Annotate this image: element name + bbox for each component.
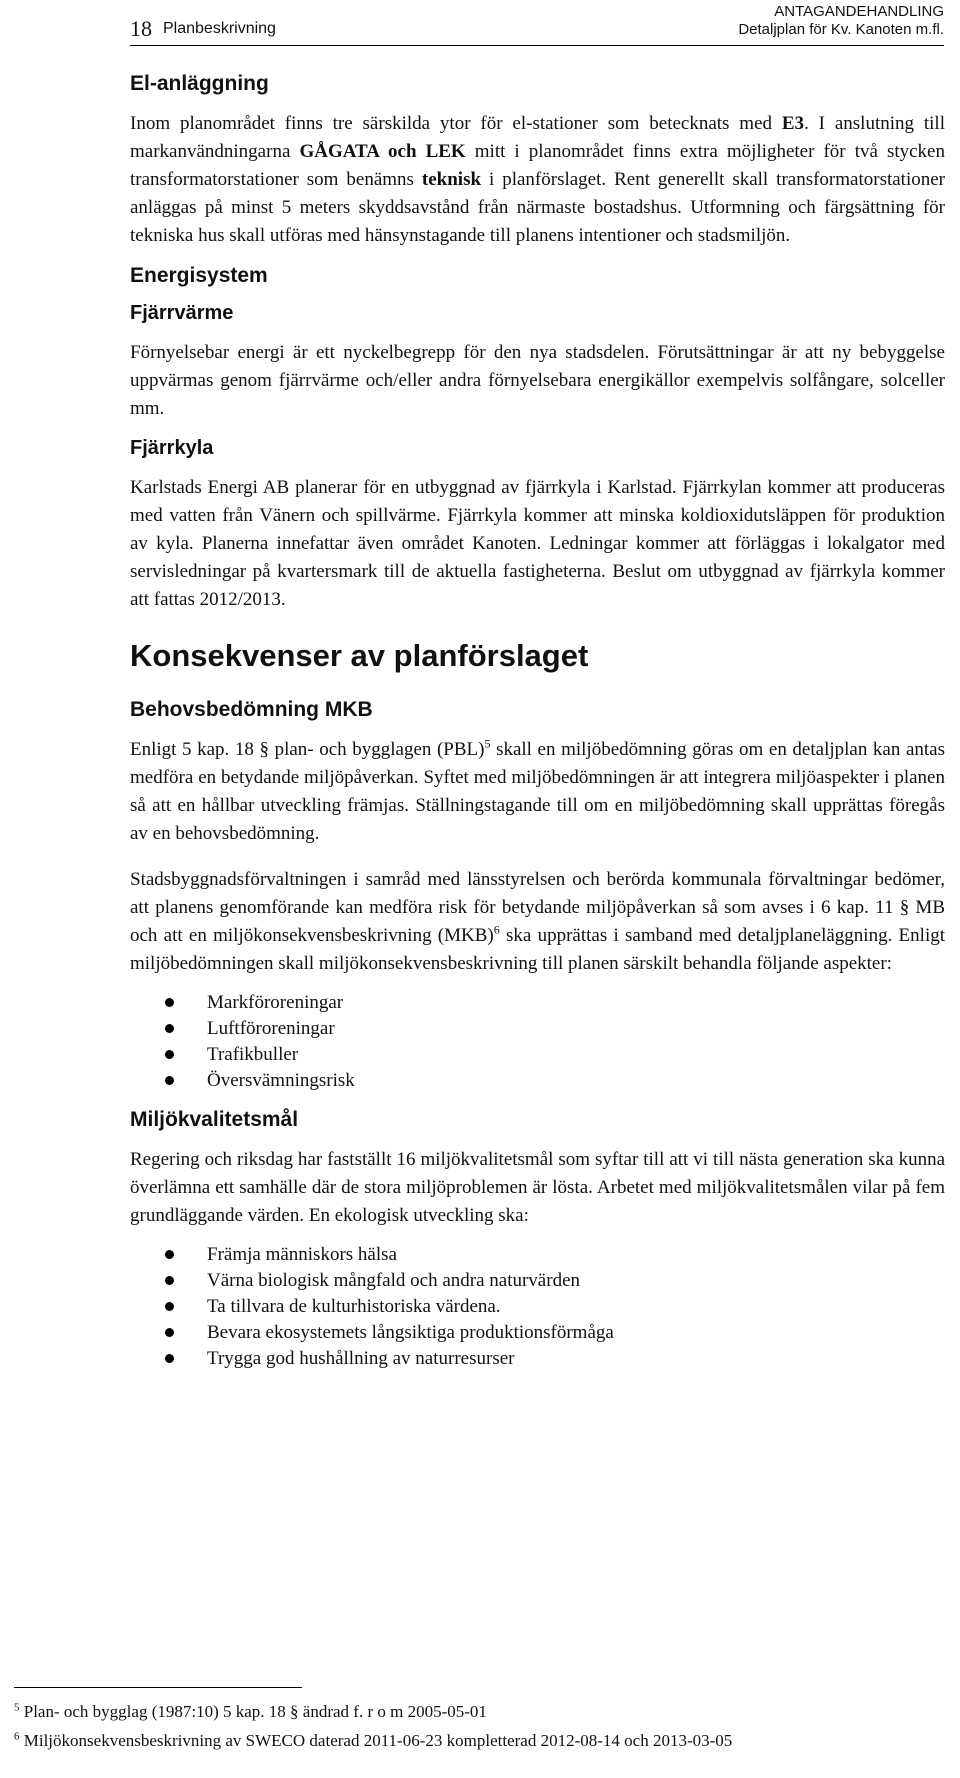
footnote-5: $^5$ Plan- och bygglag (1987:10) 5 kap. 18 § ändrad f. r o m 2005-05-01 — [14, 1701, 487, 1721]
list-item: Värna biologisk mångfald och andra naturvärden — [130, 1268, 945, 1294]
paragraph-mkb-2: Stadsbyggnadsförvaltningen i samråd med länsstyrelsen och berörda kommunala förvaltningar bedömer, att planens genomförande kan medföra risk för betydande miljöpåverkan så som avses i 6 kap. 11 § MB och att en miljökonsekvensbeskrivning (MKB)$^6$ ska upprättas i samband med detaljplaneläggning. Enligt miljöbedömningen skall miljökonsekvensbeskrivning till planen särskilt behandla följande aspekter: — [130, 869, 945, 974]
goals-list — [130, 1242, 945, 1372]
page-header — [130, 0, 944, 46]
bullet-icon — [165, 1328, 174, 1337]
paragraph-fjarrvarme: Förnyelsebar energi är ett nyckelbegrepp för den nya stadsdelen. Förutsättningar är att ny bebyggelse uppvärmas genom fjärrvärme och/eller andra förnyelsebara energikällor exempelvis solfångare, solceller mm. — [130, 342, 945, 419]
list-item: Främja människors hälsa — [130, 1242, 945, 1268]
bullet-icon — [165, 1250, 174, 1259]
document-status: ANTAGANDEHANDLING — [774, 3, 944, 20]
bullet-icon — [165, 1024, 174, 1033]
list-item: Markföroreningar — [130, 990, 945, 1016]
list-item: Bevara ekosystemets långsiktiga produktionsförmåga — [130, 1320, 945, 1346]
bullet-icon — [165, 998, 174, 1007]
page-number: 18 — [130, 16, 152, 41]
list-item: Ta tillvara de kulturhistoriska värdena. — [130, 1294, 945, 1320]
footnote-separator — [14, 1687, 302, 1688]
list-item: Luftföroreningar — [130, 1016, 945, 1042]
bullet-icon — [165, 1302, 174, 1311]
paragraph-miljokvalitetsmal: Regering och riksdag har fastställt 16 miljökvalitetsmål som syftar till att vi till nästa generation ska kunna överlämna ett samhälle där de stora miljöproblemen är lösta. Arbetet med miljökvalitetsmålen vilar på fem grundläggande värden. En ekologisk utveckling ska: — [130, 1149, 945, 1226]
heading-konsekvenser: Konsekvenser av planförslaget — [130, 638, 589, 673]
list-item: Översvämningsrisk — [130, 1068, 945, 1094]
document-title: Detaljplan för Kv. Kanoten m.fl. — [738, 21, 944, 38]
list-item: Trygga god hushållning av naturresurser — [130, 1346, 945, 1372]
heading-fjarrkyla: Fjärrkyla — [130, 437, 214, 459]
paragraph-fjarrkyla: Karlstads Energi AB planerar för en utbyggnad av fjärrkyla i Karlstad. Fjärrkylan kommer att produceras med vatten från Vänern och spillvärme. Fjärrkyla kommer att minska koldioxidutsläppen för produktion av kyla. Planerna innefattar även området Kanoten. Ledningar kommer att förläggas i lokalgator med servisledningar på kvartersmark till de aktuella fastigheterna. Beslut om utbyggnad av fjärrkyla kommer att fattas 2012/2013. — [130, 477, 945, 610]
bullet-icon — [165, 1076, 174, 1085]
heading-el-anlaggning: El-anläggning — [130, 72, 269, 95]
list-item: Trafikbuller — [130, 1042, 945, 1068]
paragraph-mkb-1: Enligt 5 kap. 18 § plan- och bygglagen (PBL)$^5$ skall en miljöbedömning göras om en detaljplan kan antas medföra en betydande miljöpåverkan. Syftet med miljöbedömningen är att integrera miljöaspekter i planen så att en hållbar utveckling främjas. Ställningstagande till om en miljöbedömning skall upprättas föregås av en behovsbedömning. — [130, 736, 945, 844]
bullet-icon — [165, 1276, 174, 1285]
bullet-icon — [165, 1050, 174, 1059]
paragraph-el: Inom planområdet finns tre särskilda ytor för el-stationer som betecknats med E3. I anslutning till markanvändningarna GÅGATA och LEK mitt i planområdet finns extra möjligheter för två stycken transformatorstationer som benämns teknisk i planförslaget. Rent generellt skall transformatorstationer anläggas på minst 5 meters skyddsavstånd från närmaste bostadshus. Utformning och färgsättning för tekniska hus skall utföras med hänsynstagande till planens intentioner och stadsmiljön. — [130, 113, 945, 246]
heading-miljokvalitetsmal: Miljökvalitetsmål — [130, 1108, 299, 1131]
heading-energisystem: Energisystem — [130, 264, 268, 287]
heading-behovsbedomning: Behovsbedömning MKB — [130, 698, 373, 721]
aspects-list — [130, 990, 945, 1094]
footnote-6: $^6$ Miljökonsekvensbeskrivning av SWECO daterad 2011-06-23 kompletterad 2012-08-14 och 2013-03-05 — [14, 1730, 733, 1750]
bullet-icon — [165, 1354, 174, 1363]
heading-fjarrvarme: Fjärrvärme — [130, 302, 234, 324]
section-name: Planbeskrivning — [163, 20, 276, 37]
main-content — [130, 72, 945, 1372]
